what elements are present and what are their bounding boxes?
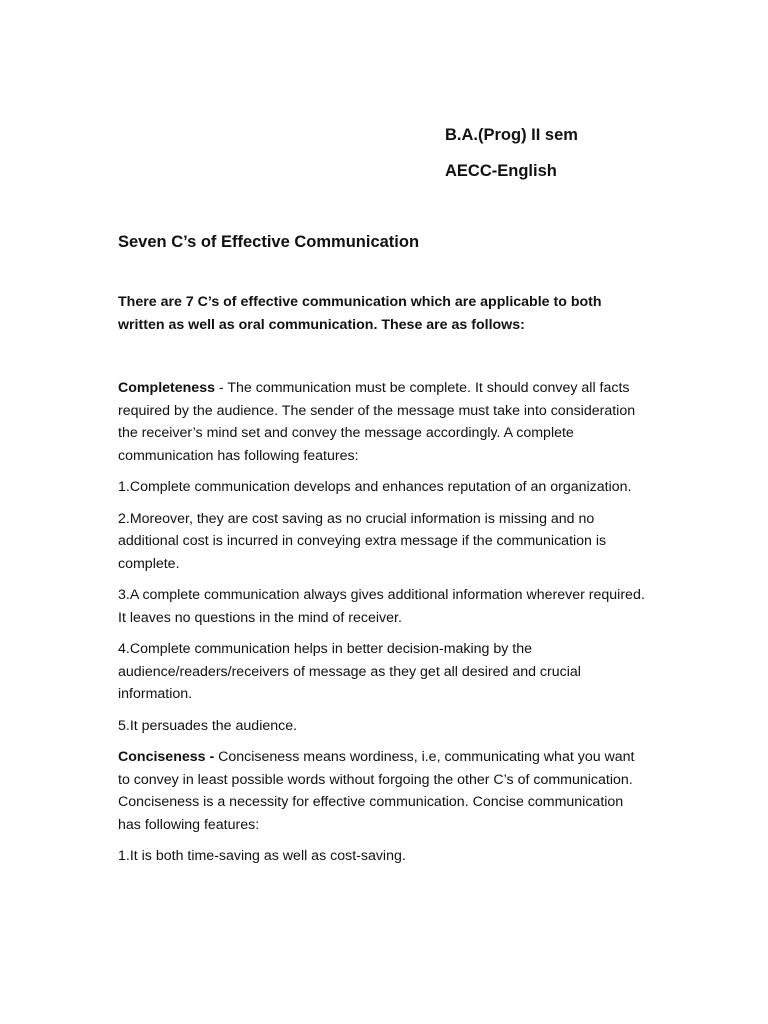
- document-header: [445, 124, 578, 182]
- completeness-point-3: 3.A complete communication always gives additional information wherever required. It leaves no questions in the mind of receiver.: [118, 587, 645, 626]
- completeness-point-2: 2.Moreover, they are cost saving as no crucial information is missing and no additional cost is incurred in conveying extra message if the communication is complete.: [118, 510, 607, 572]
- completeness-paragraph: [118, 377, 646, 467]
- conciseness-term: Conciseness -: [118, 749, 219, 765]
- conciseness-definition: Conciseness means wordiness, i.e, communicating what you want to convey in least possible words without forgoing the other C’s of communication. Conciseness is a necessity for effective communication. Concise communication has following features:: [118, 749, 635, 833]
- completeness-term: Completeness: [118, 380, 215, 396]
- completeness-point-5: 5.It persuades the audience.: [118, 717, 298, 734]
- course-label: B.A.(Prog) II sem: [445, 126, 578, 144]
- document-title: Seven C’s of Effective Communication: [118, 233, 420, 251]
- completeness-point-4: 4.Complete communication helps in better decision-making by the audience/readers/receivers of message as they get all desired and crucial information.: [118, 641, 581, 702]
- document-body: [118, 377, 646, 877]
- conciseness-paragraph: [118, 746, 646, 836]
- completeness-definition: - The communication must be complete. It should convey all facts required by the audience. The sender of the message must take into consideration the receiver’s mind set and convey the message accordingly. A complete communication has following features:: [118, 380, 636, 464]
- intro-paragraph: There are 7 C’s of effective communication which are applicable to both written as well as oral communication. These are as follows:: [118, 294, 602, 333]
- conciseness-point-1: 1.It is both time-saving as well as cost-saving.: [118, 848, 406, 864]
- subject-label: AECC-English: [445, 162, 557, 180]
- completeness-point-1: 1.Complete communication develops and enhances reputation of an organization.: [118, 479, 632, 495]
